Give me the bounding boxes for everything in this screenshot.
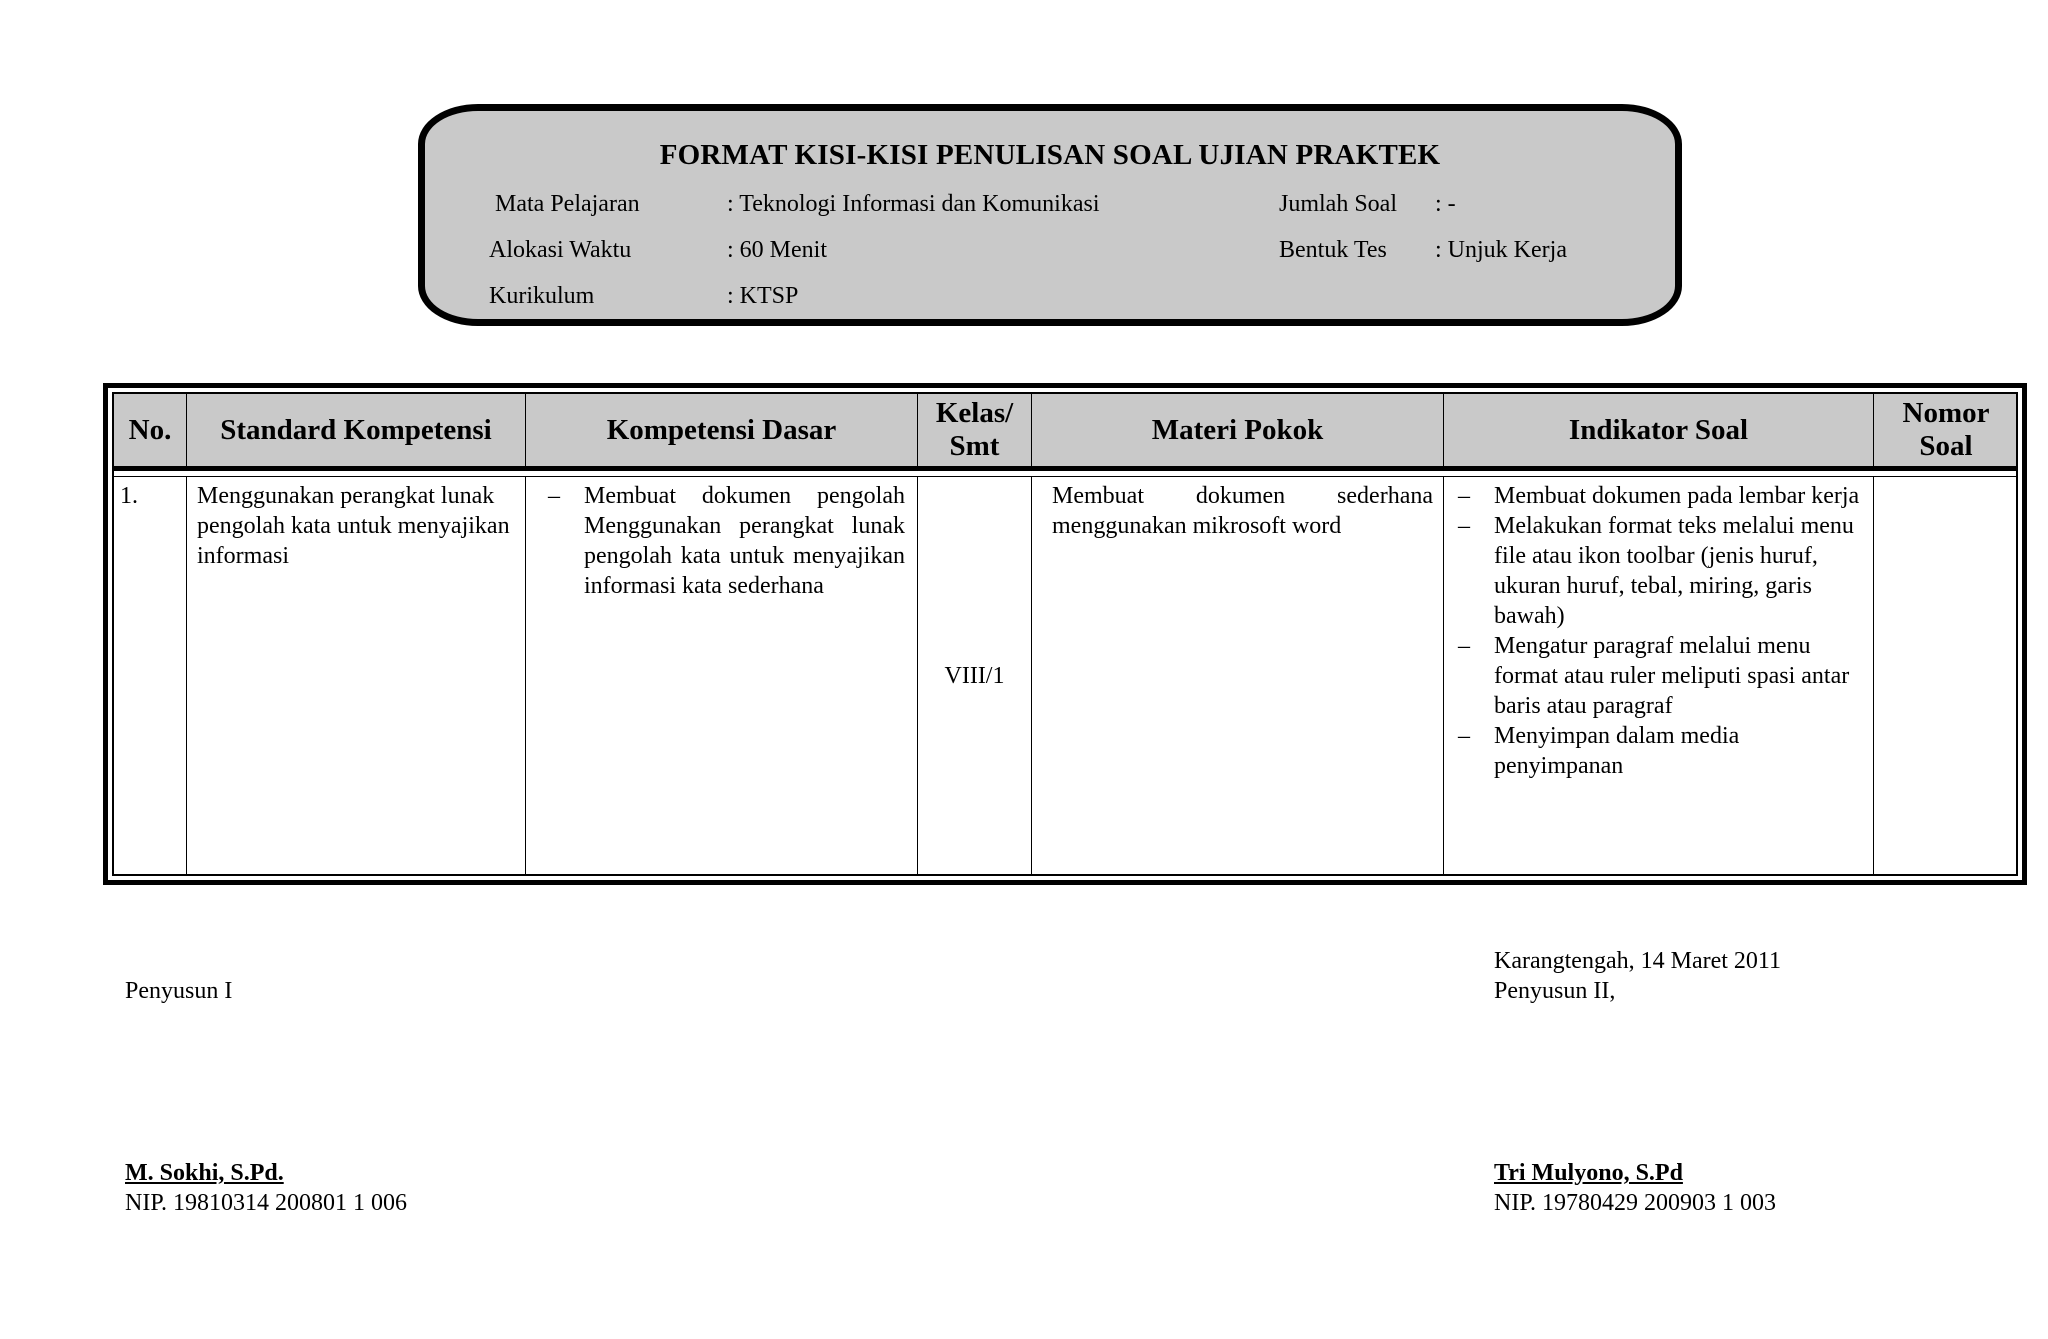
header-nomor-line2: Soal xyxy=(1919,430,1973,462)
penyusun2-name: Tri Mulyono, S.Pd xyxy=(1494,1160,1683,1186)
header-materi-pokok: Materi Pokok xyxy=(1032,394,1444,466)
table-row xyxy=(114,476,2016,874)
mata-pelajaran-label: Mata Pelajaran xyxy=(495,191,640,217)
kompetensi-dasar-line1: – Membuat dokumen pengolah xyxy=(584,483,905,509)
cell-materi-pokok: Membuat dokumen sederhana menggunakan mikrosoft word xyxy=(1032,477,1444,874)
alokasi-waktu-label: Alokasi Waktu xyxy=(489,237,632,263)
bentuk-tes-value: : Unjuk Kerja xyxy=(1435,237,1567,263)
header-kompetensi-dasar: Kompetensi Dasar xyxy=(526,394,918,466)
penyusun2-label: Penyusun II, xyxy=(1494,978,1616,1004)
header-kelas-smt xyxy=(918,394,1032,466)
kompetensi-dasar-list xyxy=(544,481,905,601)
penyusun1-label: Penyusun I xyxy=(125,978,233,1004)
penyusun1-name: M. Sokhi, S.Pd. xyxy=(125,1160,284,1186)
cell-standard-kompetensi: Menggunakan perangkat lunak pengolah kata untuk menyajikan informasi xyxy=(187,477,526,874)
indikator-item: – Mengatur paragraf melalui menu format atau ruler meliputi spasi antar baris atau paragraf xyxy=(1454,631,1865,721)
header-box xyxy=(418,104,1682,326)
penyusun2-nip: NIP. 19780429 200903 1 003 xyxy=(1494,1190,1777,1216)
header-nomor-line1: Nomor xyxy=(1902,397,1990,429)
header-kelas-line2: Smt xyxy=(949,430,1000,462)
table-inner xyxy=(112,392,2018,876)
header-standard-kompetensi: Standard Kompetensi xyxy=(187,394,526,466)
kurikulum-value: : KTSP xyxy=(727,283,799,309)
cell-kompetensi-dasar xyxy=(526,477,918,874)
cell-no: 1. xyxy=(114,477,187,874)
mata-pelajaran-value: : Teknologi Informasi dan Komunikasi xyxy=(727,191,1100,217)
kompetensi-dasar-rest: Menggunakan perangkat lunak pengolah kata untuk menyajikan informasi kata sederhana xyxy=(584,513,905,599)
jumlah-soal-value: : - xyxy=(1435,191,1456,217)
cell-kelas: VIII/1 xyxy=(918,477,1032,874)
indikator-item: – Melakukan format teks melalui menu file atau ikon toolbar (jenis huruf, ukuran huruf, tebal, miring, garis bawah) xyxy=(1454,511,1865,631)
kurikulum-label: Kurikulum xyxy=(489,283,595,309)
header-no: No. xyxy=(114,394,187,466)
header-kelas-line1: Kelas/ xyxy=(935,397,1014,429)
indikator-item: – Membuat dokumen pada lembar kerja xyxy=(1454,481,1865,511)
kompetensi-dasar-item xyxy=(544,481,905,601)
kisi-kisi-table xyxy=(103,383,2027,885)
cell-nomor-soal xyxy=(1874,477,2018,874)
penyusun1-nip: NIP. 19810314 200801 1 006 xyxy=(125,1190,408,1216)
indikator-item: – Menyimpan dalam media penyimpanan xyxy=(1454,721,1865,781)
place-date: Karangtengah, 14 Maret 2011 xyxy=(1494,948,1782,974)
indikator-list xyxy=(1454,481,1865,781)
header-nomor-soal xyxy=(1874,394,2018,466)
cell-indikator-soal xyxy=(1444,477,1874,874)
alokasi-waktu-value: : 60 Menit xyxy=(727,237,827,263)
jumlah-soal-label: Jumlah Soal xyxy=(1279,191,1397,217)
bentuk-tes-label: Bentuk Tes xyxy=(1279,237,1387,263)
header-indikator-soal: Indikator Soal xyxy=(1444,394,1874,466)
document-title: FORMAT KISI-KISI PENULISAN SOAL UJIAN PRAKTEK xyxy=(659,139,1441,171)
table-header-row xyxy=(114,394,2016,471)
